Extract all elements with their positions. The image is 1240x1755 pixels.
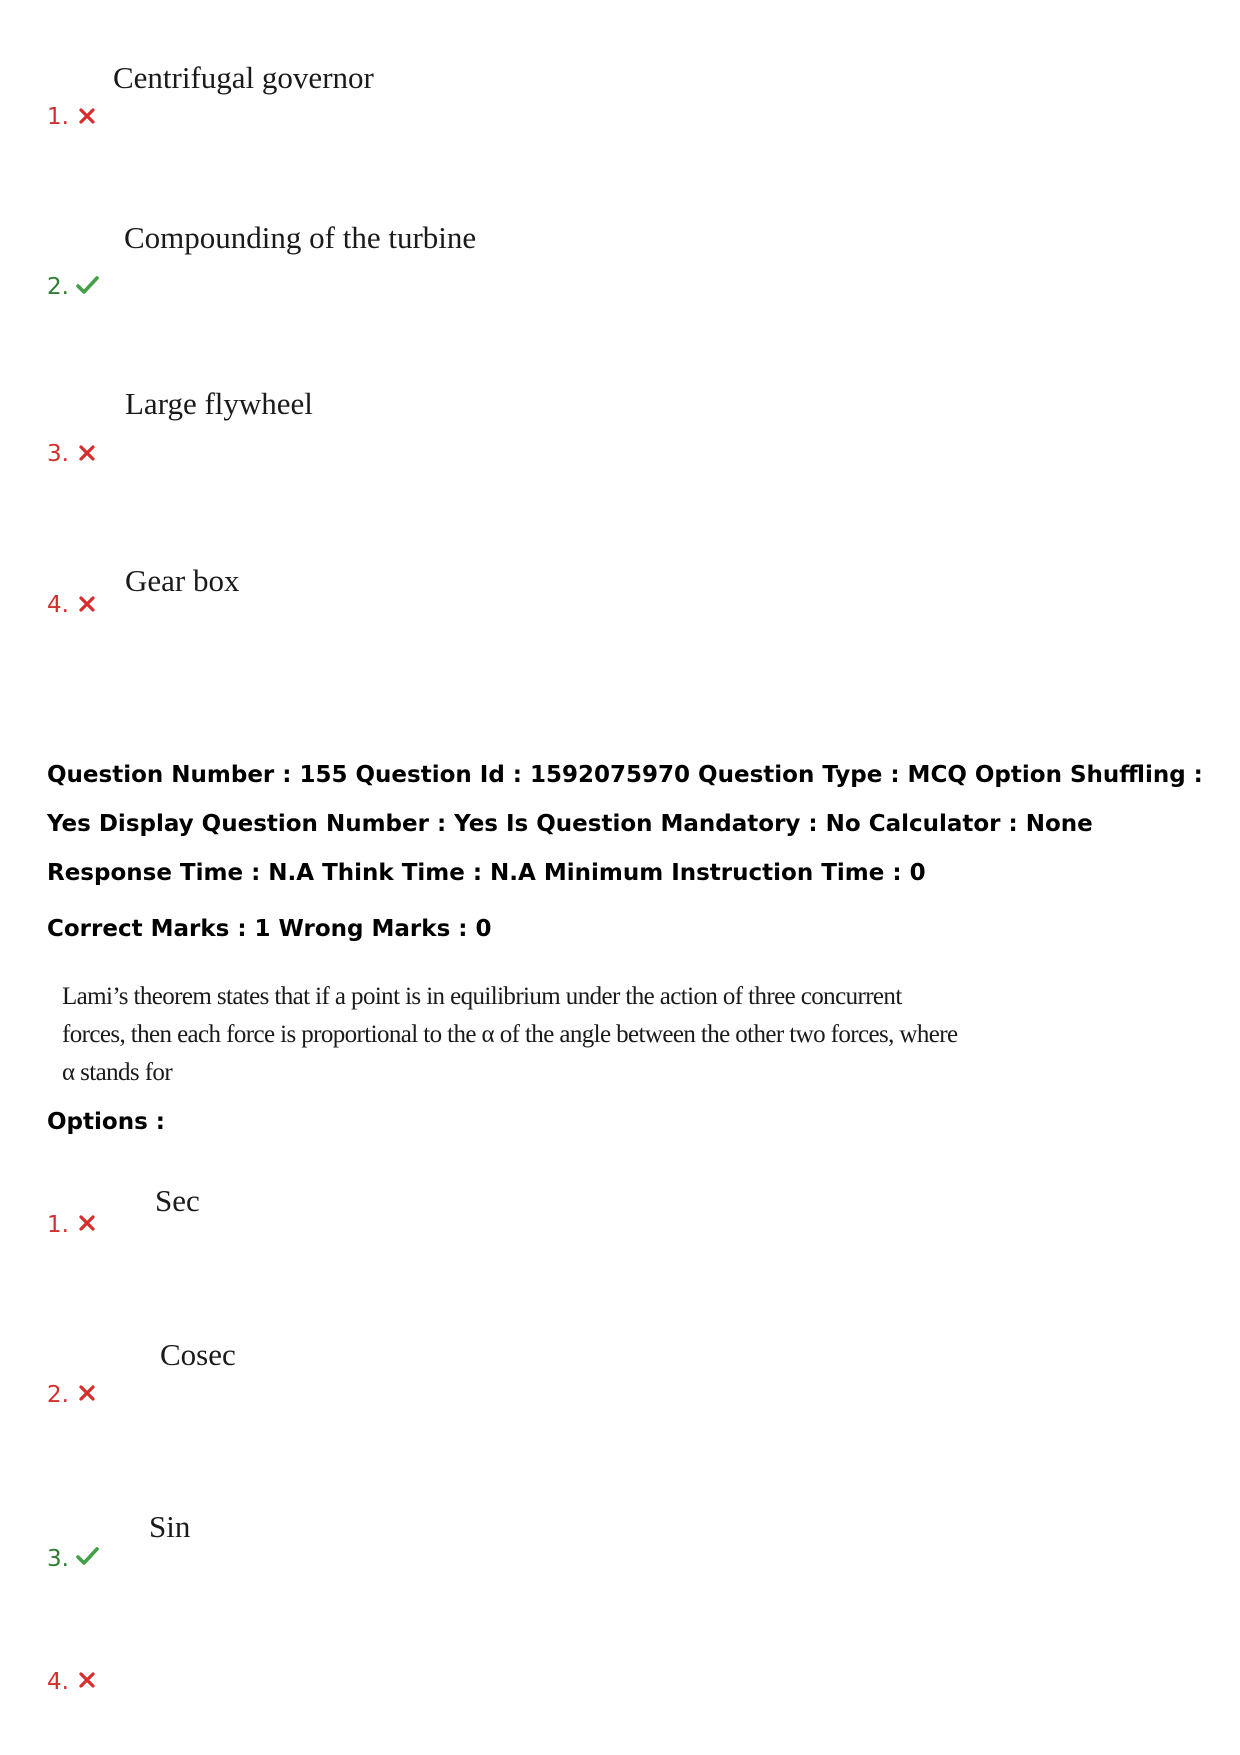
cross-icon: [77, 443, 97, 463]
option-text: Large flywheel: [125, 386, 313, 421]
option-text: Compounding of the turbine: [124, 220, 477, 255]
cross-icon: [77, 1670, 97, 1690]
option-number: 2.: [47, 274, 69, 300]
option-text: Sec: [155, 1183, 200, 1218]
cross-icon: [77, 594, 97, 614]
option-number: 3.: [47, 441, 69, 467]
option-text: Centrifugal governor: [113, 60, 374, 95]
question-meta: Question Number : 155 Question Id : 1592075970 Question Type : MCQ Option Shuffling : Yes Display Question Number : Yes Is Question Mandatory : No Calculator : None Response Time : N.A Think Time : N.A Minimum Instruction Time : 0: [47, 762, 1203, 886]
check-icon: [76, 275, 99, 295]
cross-icon: [77, 1383, 97, 1403]
cross-icon: [77, 1213, 97, 1233]
option-number: 1.: [47, 1212, 69, 1238]
option-text: Cosec: [160, 1337, 236, 1372]
option-number: 4.: [47, 1669, 69, 1695]
option-number: 1.: [47, 104, 69, 130]
option-text: Sin: [149, 1509, 191, 1544]
question-marks: Correct Marks : 1 Wrong Marks : 0: [47, 916, 492, 942]
question-text: Lami’s theorem states that if a point is in equilibrium under the action of three concurrent forces, then each force is proportional to the α of the angle between the other two forces, where α stands for: [62, 983, 958, 1086]
cross-icon: [77, 106, 97, 126]
check-icon: [76, 1546, 99, 1566]
option-number: 3.: [47, 1546, 69, 1572]
option-text: Gear box: [125, 563, 240, 598]
options-label: Options :: [47, 1109, 165, 1135]
option-number: 2.: [47, 1382, 69, 1408]
option-number: 4.: [47, 592, 69, 618]
